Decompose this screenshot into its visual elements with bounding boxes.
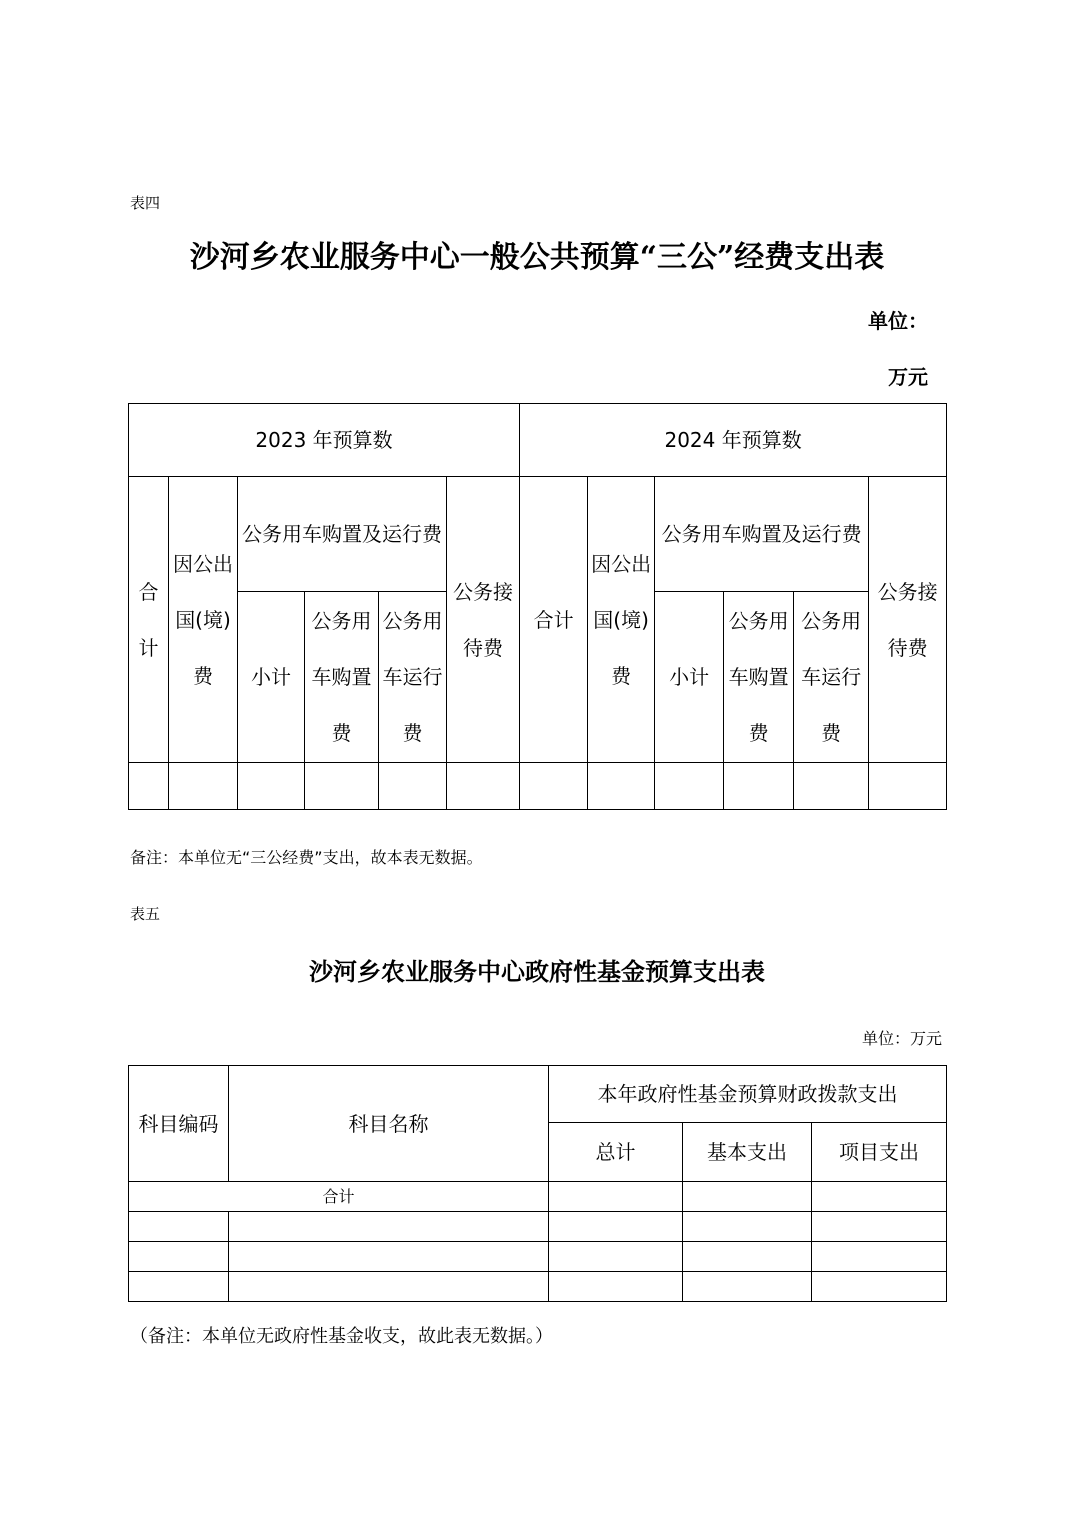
header-2024-total: 合计 [520, 477, 588, 763]
table-cell [238, 763, 305, 810]
table-cell [129, 1242, 229, 1272]
header-2023-reception: 公务接待费 [447, 477, 520, 763]
table4-unit-value: 万元 [888, 365, 928, 389]
header-2023-budget: 2023 年预算数 [129, 404, 520, 477]
header-code: 科目编码 [129, 1066, 229, 1182]
table-cell [549, 1242, 683, 1272]
table5-title: 沙河乡农业服务中心政府性基金预算支出表 [309, 957, 765, 986]
table-cell [549, 1212, 683, 1242]
header-2024-abroad: 因公出国(境)费 [588, 477, 655, 763]
table-cell [588, 763, 655, 810]
table-cell [549, 1272, 683, 1302]
header-basic: 基本支出 [683, 1123, 812, 1182]
table-cell [655, 763, 724, 810]
header-2023-subtotal: 小计 [238, 592, 305, 763]
table-cell [129, 763, 169, 810]
table-cell [683, 1242, 812, 1272]
header-total: 总计 [549, 1123, 683, 1182]
header-2023-total: 合计 [129, 477, 169, 763]
header-2023-abroad: 因公出国(境)费 [169, 477, 238, 763]
table5-label: 表五 [130, 905, 161, 923]
table5-government-fund [128, 1065, 947, 1302]
table-cell [520, 763, 588, 810]
table-cell [794, 763, 869, 810]
table-row [129, 1242, 947, 1272]
table-cell [379, 763, 447, 810]
table4-three-public-expenses [128, 403, 947, 810]
header-2024-reception: 公务接待费 [869, 477, 947, 763]
table-cell [812, 1242, 947, 1272]
table-row [129, 763, 947, 810]
table-row [129, 1182, 947, 1212]
table-cell [129, 1272, 229, 1302]
table5-unit: 单位：万元 [861, 1029, 942, 1048]
row-total-label: 合计 [129, 1182, 549, 1212]
table-cell [169, 763, 238, 810]
table-cell [812, 1272, 947, 1302]
table-row [129, 1272, 947, 1302]
table4-note: 备注：本单位无“三公经费”支出，故本表无数据。 [130, 848, 483, 867]
table-row [129, 1212, 947, 1242]
header-2024-vehicle: 公务用车购置及运行费 [655, 477, 869, 592]
header-2024-operation: 公务用车运行费 [794, 592, 869, 763]
table-cell [447, 763, 520, 810]
table-cell [812, 1212, 947, 1242]
table-cell [229, 1212, 549, 1242]
table-cell [724, 763, 794, 810]
table-cell [683, 1182, 812, 1212]
header-project: 项目支出 [812, 1123, 947, 1182]
table4-label: 表四 [130, 194, 161, 212]
table-cell [869, 763, 947, 810]
header-2023-operation: 公务用车运行费 [379, 592, 447, 763]
table-cell [549, 1182, 683, 1212]
table-cell [683, 1212, 812, 1242]
header-2023-vehicle: 公务用车购置及运行费 [238, 477, 447, 592]
header-2024-budget: 2024 年预算数 [520, 404, 947, 477]
table-cell [129, 1212, 229, 1242]
table-cell [229, 1272, 549, 1302]
header-2024-subtotal: 小计 [655, 592, 724, 763]
header-name: 科目名称 [229, 1066, 549, 1182]
header-fund-expenditure: 本年政府性基金预算财政拨款支出 [549, 1066, 947, 1123]
table-cell [229, 1242, 549, 1272]
header-2024-purchase: 公务用车购置费 [724, 592, 794, 763]
table4-title: 沙河乡农业服务中心一般公共预算“三公”经费支出表 [189, 240, 885, 275]
table-cell [812, 1182, 947, 1212]
table4-unit-label: 单位： [868, 309, 928, 333]
table-cell [683, 1272, 812, 1302]
table-cell [305, 763, 379, 810]
header-2023-purchase: 公务用车购置费 [305, 592, 379, 763]
table5-note: （备注：本单位无政府性基金收支，故此表无数据。） [130, 1326, 553, 1347]
